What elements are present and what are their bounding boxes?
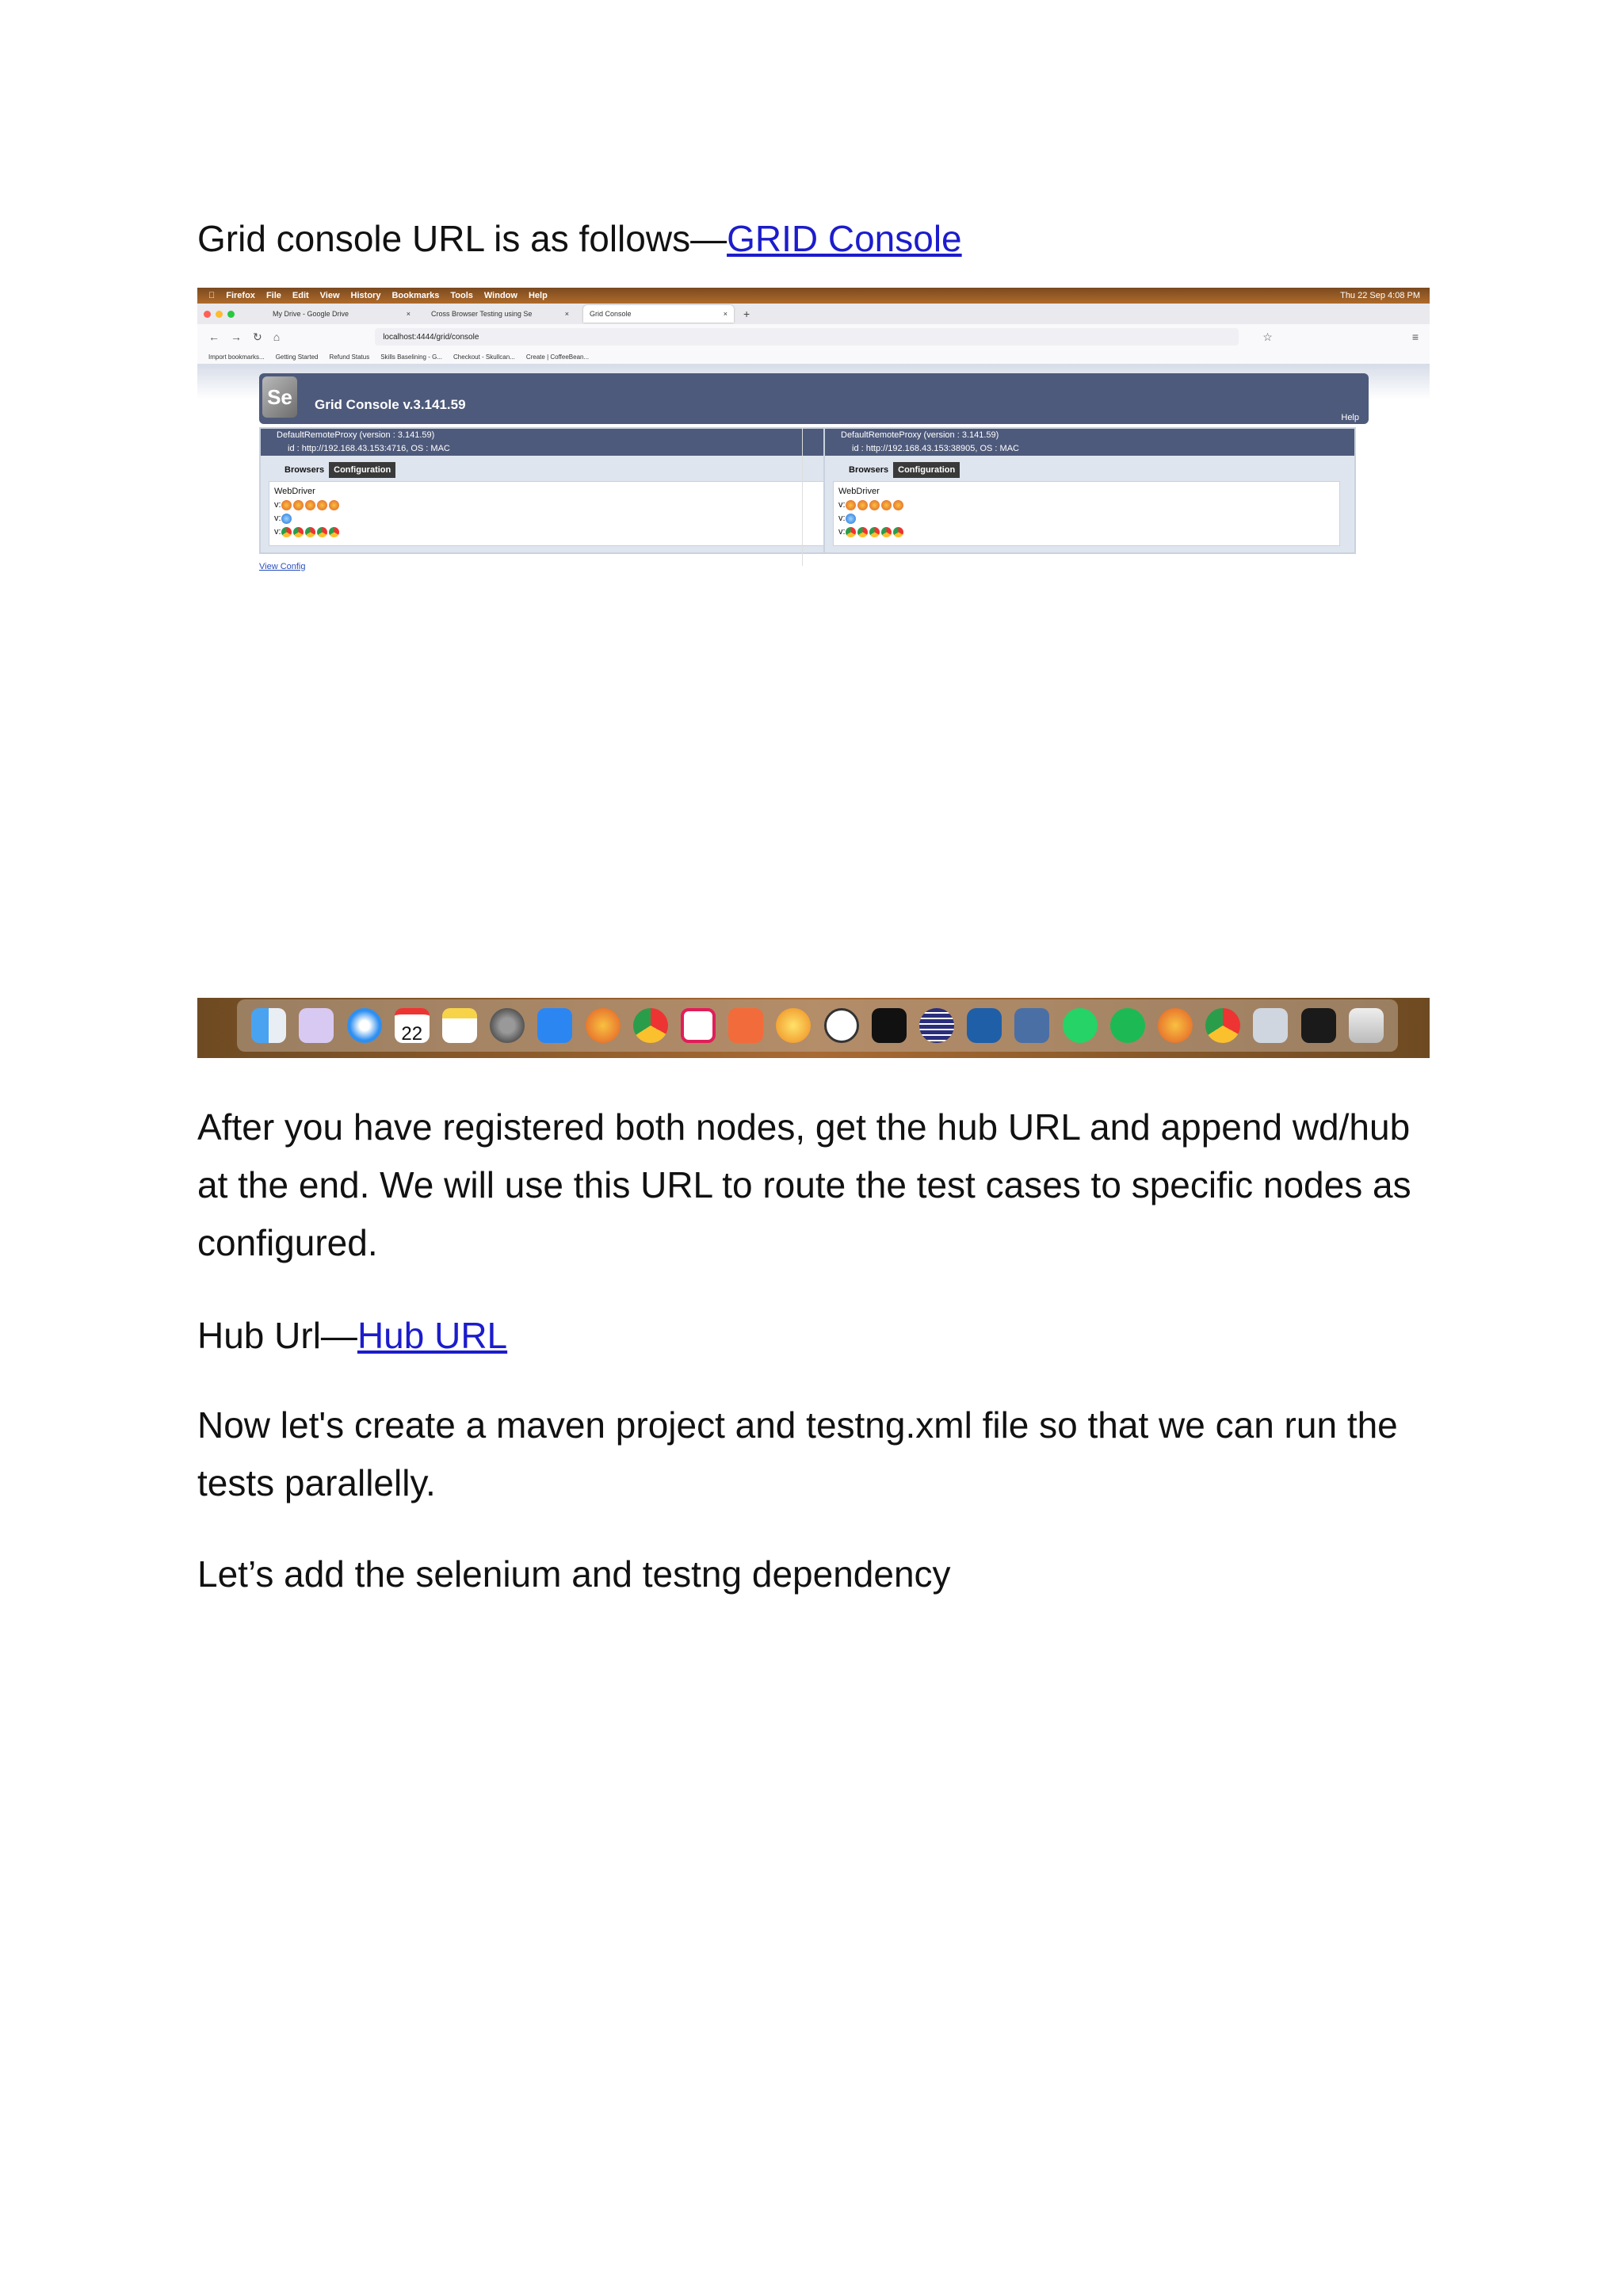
- webdriver-label: WebDriver: [274, 487, 315, 496]
- firefox-icon: [846, 500, 856, 510]
- menu-firefox: Firefox: [220, 291, 249, 300]
- mac-dock: [197, 998, 1430, 1058]
- selenium-logo: Se: [262, 376, 297, 418]
- column-divider: [802, 427, 803, 566]
- close-tab-icon: ×: [564, 310, 569, 318]
- tab-google-drive: [266, 305, 417, 323]
- firefox-icon: [881, 500, 892, 510]
- terminal-icon: [872, 1008, 907, 1043]
- menu-icon: ≡: [1411, 330, 1419, 343]
- preview-icon: [776, 1008, 811, 1043]
- forward-icon: →: [231, 330, 242, 343]
- proxy-tabs: [844, 462, 960, 478]
- tab-grid-console: [583, 305, 734, 323]
- safari-icon: [281, 514, 292, 524]
- menu-bookmarks: Bookmarks: [385, 291, 433, 300]
- grid-console-text: Grid console URL is as follows—: [197, 218, 727, 259]
- grid-console-screenshot: [197, 288, 1430, 1058]
- paragraph-register-nodes: After you have registered both nodes, get the hub URL and append wd/hub at the end. We will use this URL to route the test cases to specific nodes as configured.: [197, 1106, 1411, 1263]
- tab-browsers: Browsers: [849, 465, 889, 475]
- close-window-icon: [204, 311, 211, 318]
- chrome-icon: [329, 527, 339, 537]
- chrome-icon: [869, 527, 880, 537]
- safari-app-icon: [347, 1008, 382, 1043]
- grid-console-title: Grid Console v.3.141.59: [315, 397, 466, 412]
- hub-url-text: Hub Url—: [197, 1315, 357, 1356]
- bookmark-item: Getting Started: [275, 353, 319, 361]
- tab-browsers: Browsers: [285, 465, 325, 475]
- postman-icon: [728, 1008, 763, 1043]
- app-store-icon: [537, 1008, 572, 1043]
- star-icon: ☆: [1262, 330, 1273, 343]
- menu-file: File: [259, 291, 275, 300]
- proxy-id: id : http://192.168.43.153:38905, OS : MAC: [825, 442, 1354, 456]
- dock-bar: [237, 999, 1398, 1052]
- chrome-icon: [881, 527, 892, 537]
- firefox-icon: [329, 500, 339, 510]
- browser-tab-bar: [197, 304, 1430, 324]
- url-text: localhost:4444/grid/console: [383, 332, 479, 342]
- chrome-icon: [293, 527, 304, 537]
- tab-cross-browser: [425, 305, 575, 323]
- quicktime-icon: [967, 1008, 1002, 1043]
- bookmark-item: Import bookmarks...: [208, 353, 265, 361]
- webdriver-label: WebDriver: [838, 487, 880, 496]
- apple-icon: [208, 291, 215, 300]
- back-icon: ←: [208, 330, 220, 343]
- firefox-row: v:: [274, 499, 826, 512]
- browsers-panel: [833, 481, 1340, 546]
- finder-icon: [251, 1008, 286, 1043]
- firefox-icon: [317, 500, 327, 510]
- chrome-icon: [857, 527, 868, 537]
- firefox-icon: [305, 500, 315, 510]
- hub-url-link[interactable]: Hub URL: [357, 1315, 508, 1356]
- menubar-clock: Thu 22 Sep 4:08 PM: [1340, 291, 1420, 300]
- proxy-id: id : http://192.168.43.153:4716, OS : MAC: [261, 442, 852, 456]
- safari-row: v:: [838, 512, 1335, 525]
- firefox-icon: [281, 500, 292, 510]
- chrome-app-icon: [633, 1008, 668, 1043]
- bookmarks-bar: [197, 350, 1430, 365]
- firefox-icon: [893, 500, 903, 510]
- firefox-icon: [857, 500, 868, 510]
- menu-help: Help: [521, 291, 541, 300]
- eclipse-icon: [919, 1008, 954, 1043]
- new-tab-icon: +: [743, 308, 750, 320]
- bookmark-item: Refund Status: [329, 353, 370, 361]
- close-tab-icon: ×: [723, 310, 727, 318]
- docker-icon: [1014, 1008, 1049, 1043]
- intellij-icon: [824, 1008, 859, 1043]
- tab-label: Cross Browser Testing using Se: [431, 310, 533, 318]
- chrome-row: v:: [838, 525, 1335, 539]
- launchpad-icon: [299, 1008, 334, 1043]
- browsers-panel: [269, 481, 831, 546]
- spotify-icon: [1110, 1008, 1145, 1043]
- grid-console-header: [259, 373, 1369, 424]
- proxy-title: DefaultRemoteProxy (version : 3.141.59): [261, 429, 852, 442]
- proxy-tabs: [280, 462, 395, 478]
- menu-window: Window: [477, 291, 511, 300]
- firefox-icon: [869, 500, 880, 510]
- disk-utility-icon: [1253, 1008, 1288, 1043]
- proxy-node-1: [259, 427, 854, 554]
- minimize-window-icon: [216, 311, 223, 318]
- proxy-node-2: [823, 427, 1356, 554]
- safari-icon: [846, 514, 856, 524]
- firefox-icon: [293, 500, 304, 510]
- chrome-app-icon-2: [1205, 1008, 1240, 1043]
- calendar-icon: 22: [395, 1008, 430, 1043]
- grid-console-page: [197, 364, 1430, 998]
- system-settings-icon: [490, 1008, 525, 1043]
- slack-icon: [681, 1008, 716, 1043]
- mac-menu-bar: [197, 288, 1430, 304]
- notes-icon: [442, 1008, 477, 1043]
- menu-edit: Edit: [285, 291, 303, 300]
- whatsapp-icon: [1063, 1008, 1098, 1043]
- proxy-title: DefaultRemoteProxy (version : 3.141.59): [825, 429, 1354, 442]
- tab-configuration: Configuration: [893, 462, 960, 478]
- safari-row: v:: [274, 512, 826, 525]
- paragraph-add-dependency: Let’s add the selenium and testng dependency: [197, 1553, 951, 1595]
- browser-nav-bar: [197, 324, 1430, 350]
- close-tab-icon: ×: [406, 310, 411, 318]
- chrome-icon: [317, 527, 327, 537]
- chrome-row: v:: [274, 525, 826, 539]
- trash-icon: [1349, 1008, 1384, 1043]
- bookmark-item: Checkout - Skullcan...: [453, 353, 515, 361]
- firefox-app-icon: [586, 1008, 621, 1043]
- terminal-window-icon: [1301, 1008, 1336, 1043]
- chrome-icon: [305, 527, 315, 537]
- paragraph-maven-project: Now let's create a maven project and testng.xml file so that we can run the tests parallelly.: [197, 1404, 1398, 1503]
- chrome-icon: [893, 527, 903, 537]
- home-icon: ⌂: [273, 330, 281, 343]
- tab-configuration: Configuration: [329, 462, 395, 478]
- paragraph-grid-console: [197, 210, 962, 268]
- menu-view: View: [313, 291, 334, 300]
- reload-icon: ↻: [253, 330, 262, 343]
- tab-label: My Drive - Google Drive: [273, 310, 349, 318]
- view-config-link: View Config: [259, 562, 306, 571]
- bookmark-item: Skills Baselining - G...: [380, 353, 443, 361]
- zoom-window-icon: [227, 311, 235, 318]
- bookmark-item: Create | CoffeeBean...: [525, 353, 590, 361]
- paragraph-hub-url: [197, 1307, 507, 1365]
- grid-console-link[interactable]: GRID Console: [727, 218, 962, 259]
- menu-tools: Tools: [444, 291, 467, 300]
- chrome-icon: [846, 527, 856, 537]
- tab-label: Grid Console: [590, 310, 632, 318]
- url-bar: [375, 328, 1239, 346]
- help-link: Help: [1341, 413, 1359, 422]
- menu-history: History: [344, 291, 375, 300]
- firefox-row: v:: [838, 499, 1335, 512]
- chrome-icon: [281, 527, 292, 537]
- firefox-app-icon-2: [1158, 1008, 1193, 1043]
